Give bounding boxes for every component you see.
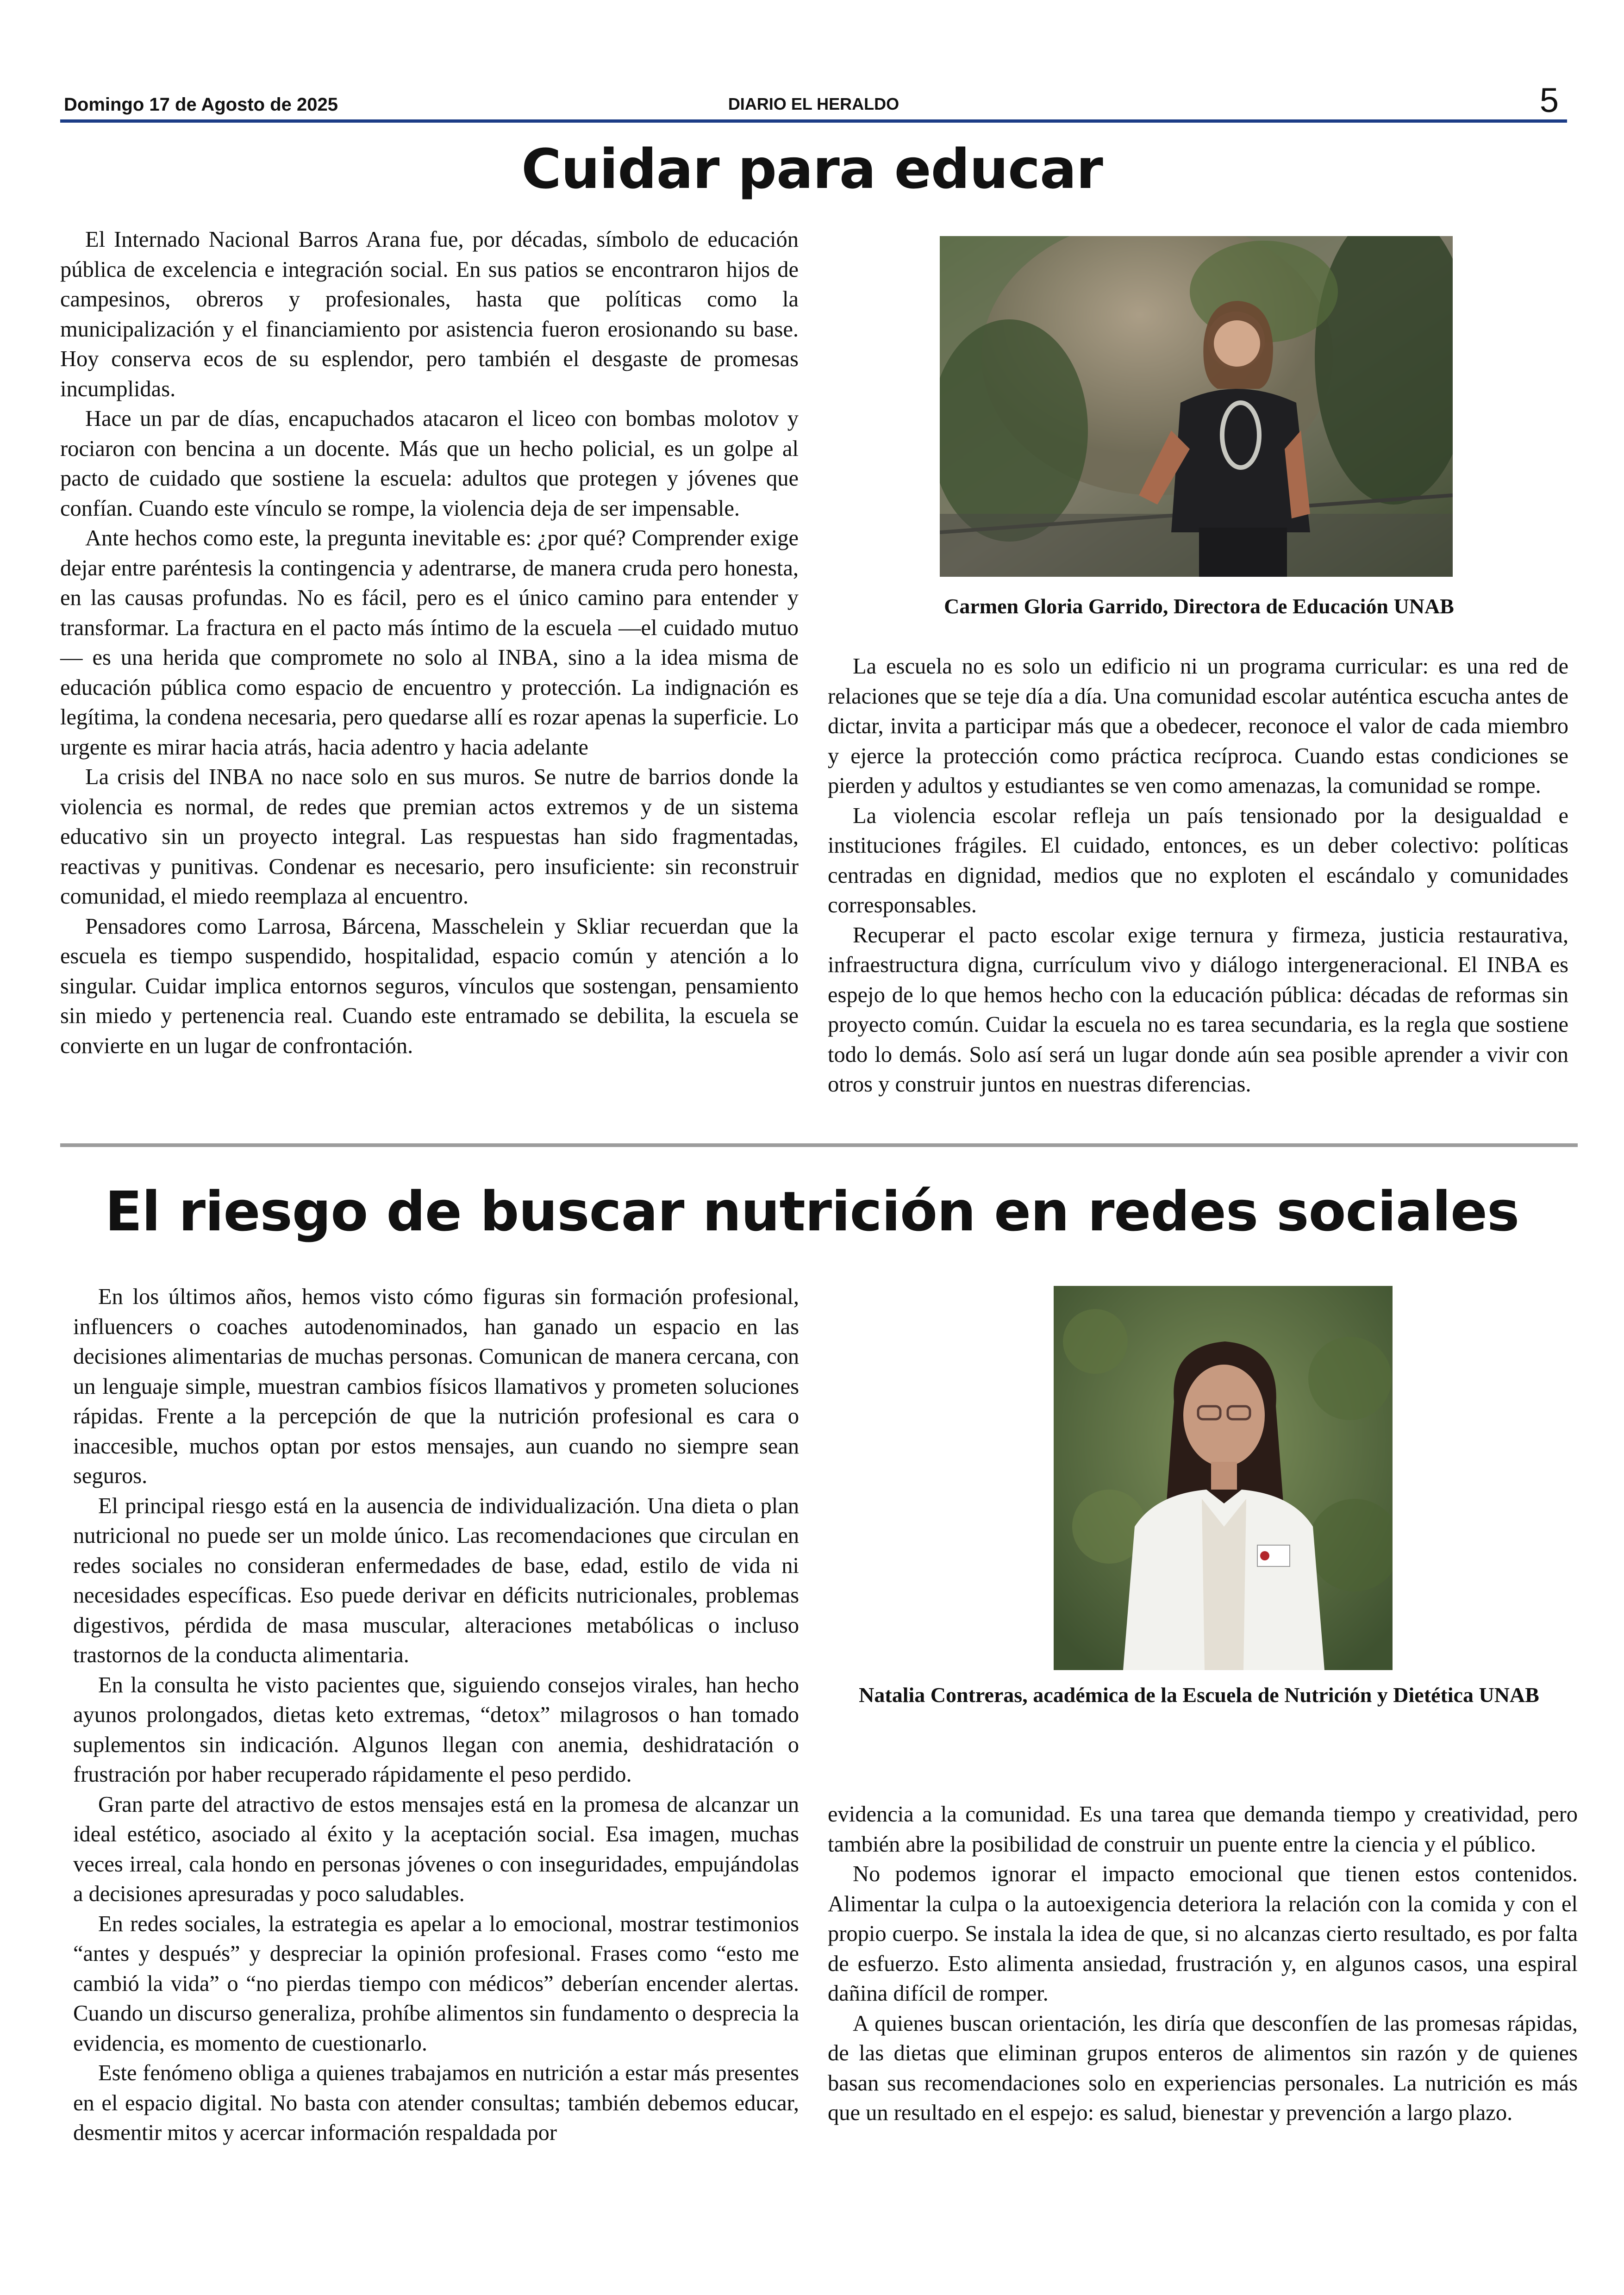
article-1-paragraph: El Internado Nacional Barros Arana fue, por décadas, símbolo de educación pública de excelencia e integración social. En sus patios se encontraron hijos de campesinos, obreros y profesionales, hasta que políticas como la municipalización y el financiamiento por asistencia fueron erosionando su base. Hoy conserva ecos de su esplendor, pero también el desgaste de promesas incumplidas. bbox=[60, 227, 799, 401]
article-2-paragraph: Gran parte del atractivo de estos mensajes está en la promesa de alcanzar un ideal estético, asociado al éxito y la aceptación social. Esa imagen, muchas veces irreal, cala hondo en personas jóvenes o con inseguridades, empujándolas a decisiones apresuradas y poco saludables. bbox=[73, 1792, 799, 1906]
article-1-paragraph: La crisis del INBA no nace solo en sus muros. Se nutre de barrios donde la violencia es normal, de redes que premian actos extremos y de un sistema educativo sin un proyecto integral. Las respuestas han sido fragmentadas, reactivas y punitivas. Condenar es necesario, pero insuficiente: sin reconstruir comunidad, el miedo reemplaza al encuentro. bbox=[60, 765, 799, 909]
article-2-paragraph: Este fenómeno obliga a quienes trabajamos en nutrición a estar más presentes en el espacio digital. No basta con atender consultas; también debemos educar, desmentir mitos y acercar información respaldada por bbox=[73, 2061, 799, 2145]
article-1-paragraph: Recuperar el pacto escolar exige ternura y firmeza, justicia restaurativa, infraestructura digna, currículum vivo y diálogo intergeneracional. El INBA es espejo de lo que hemos hecho con la educación pública: décadas de reformas sin proyecto común. Cuidar la escuela no es tarea secundaria, es la regla que sostiene todo lo demás. Solo así será un lugar donde aún sea posible aprender a vivir con otros y construir juntos en nuestras diferencias. bbox=[828, 923, 1568, 1097]
article-2-paragraph: No podemos ignorar el impacto emocional que tienen estos contenidos. Alimentar la culpa o la autoexigencia deteriora la relación con la comida y con el propio cuerpo. Se instala la idea de que, si no alcanzas cierto resultado, es por falta de esfuerzo. Esto alimenta ansiedad, frustración y, en algunos casos, una espiral dañina difícil de romper. bbox=[828, 1862, 1578, 2006]
article-1-paragraph: La violencia escolar refleja un país tensionado por la desigualdad e instituciones frágiles. El cuidado, entonces, es un deber colectivo: políticas centradas en dignidad, medios que no exploten el escándalo y comunidades corresponsables. bbox=[828, 803, 1568, 917]
article-2-paragraph: El principal riesgo está en la ausencia de individualización. Una dieta o plan nutricional no puede ser un molde único. Las recomendaciones que circulan en redes sociales no consideran enfermedades de base, edad, estilo de vida ni necesidades específicas. Eso puede derivar en déficits nutricionales, problemas digestivos, pérdida de masa muscular, alteraciones metabólicas o incluso trastornos de la conducta alimentaria. bbox=[73, 1493, 799, 1667]
article-1-paragraph: Pensadores como Larrosa, Bárcena, Masschelein y Skliar recuerdan que la escuela es tiempo suspendido, hospitalidad, espacio común y atención a lo singular. Cuidar implica entornos seguros, vínculos que sostengan, pensamiento sin miedo y pertenencia real. Cuando este entramado se debilita, la escuela se convierte en un lugar de confrontación. bbox=[60, 914, 799, 1058]
article-2-paragraph-continuation: evidencia a la comunidad. Es una tarea que demanda tiempo y creatividad, pero también abre la posibilidad de construir un puente entre la ciencia y el público. bbox=[828, 1802, 1578, 1857]
article-1-headline: Cuidar para educar bbox=[521, 137, 1103, 201]
article-2-left-column bbox=[73, 1282, 799, 2148]
article-2-paragraph: A quienes buscan orientación, les diría que desconfíen de las promesas rápidas, de las dietas que eliminan grupos enteros de alimentos sin razón y de quienes basan sus recomendaciones solo en experiencias personales. La nutrición es más que un resultado en el espejo: es salud, bienestar y prevención a largo plazo. bbox=[828, 2011, 1578, 2125]
article-2-photo bbox=[1054, 1286, 1393, 1670]
article-1-photo-caption: Carmen Gloria Garrido, Directora de Educación UNAB bbox=[944, 594, 1454, 618]
header-date: Domingo 17 de Agosto de 2025 bbox=[64, 94, 338, 115]
header-page-number: 5 bbox=[1539, 81, 1559, 119]
article-2-photo-caption: Natalia Contreras, académica de la Escuela de Nutrición y Dietética UNAB bbox=[859, 1683, 1539, 1707]
article-2-right-column bbox=[828, 1800, 1578, 2128]
article-1-left-column bbox=[60, 225, 799, 1061]
article-1-right-column bbox=[828, 652, 1568, 1100]
section-divider bbox=[60, 1143, 1578, 1147]
article-2-paragraph: En redes sociales, la estrategia es apelar a lo emocional, mostrar testimonios “antes y después” y despreciar la opinión profesional. Frases como “esto me cambió la vida” o “no pierdas tiempo con médicos” deberían encender alertas. Cuando un discurso generaliza, prohíbe alimentos sin fundamento o desprecia la evidencia, es momento de cuestionarlo. bbox=[73, 1911, 799, 2056]
article-2-paragraph: En los últimos años, hemos visto cómo figuras sin formación profesional, influencers o coaches autodenominados, han ganado un espacio en las decisiones alimentarias de muchas personas. Comunican de manera cercana, con un lenguaje simple, muestran cambios físicos llamativos y prometen soluciones rápidas. Frente a la percepción de que la nutrición profesional es cara o inaccesible, muchos optan por estos mensajes, aun cuando no siempre sean seguros. bbox=[73, 1285, 799, 1488]
article-2-headline: El riesgo de buscar nutrición en redes sociales bbox=[105, 1179, 1519, 1243]
article-1-paragraph: La escuela no es solo un edificio ni un programa curricular: es una red de relaciones que se teje día a día. Una comunidad escolar auténtica escucha antes de dictar, invita a participar más que a obedecer, reconoce el valor de cada miembro y ejerce la protección como práctica recíproca. Cuando estas condiciones se pierden y adultos y estudiantes se ven como amenazas, la comunidad se rompe. bbox=[828, 654, 1568, 798]
article-1-paragraph: Hace un par de días, encapuchados atacaron el liceo con bombas molotov y rociaron con bencina a un docente. Más que un hecho policial, es un golpe al pacto de cuidado que sostiene la escuela: adultos que protegen y jóvenes que confían. Cuando este vínculo se rompe, la violencia deja de ser impensable. bbox=[60, 406, 799, 521]
article-1-paragraph: Ante hechos como este, la pregunta inevitable es: ¿por qué? Comprender exige dejar entre paréntesis la contingencia y adentrarse, de manera cruda pero honesta, en las causas profundas. No es fácil, pero es el único camino para entender y transformar. La fractura en el pacto más íntimo de la escuela —el cuidado mutuo— es una herida que compromete no solo al INBA, sino a la idea misma de educación pública como espacio de encuentro y protección. La indignación es legítima, la condena necesaria, pero quedarse allí es rozar apenas la superficie. Lo urgente es mirar hacia atrás, hacia adentro y hacia adelante bbox=[60, 526, 799, 760]
page-header bbox=[60, 82, 1567, 123]
header-newspaper-name: DIARIO EL HERALDO bbox=[728, 94, 899, 113]
article-2-paragraph: En la consulta he visto pacientes que, siguiendo consejos virales, han hecho ayunos prolongados, dietas keto extremas, “detox” milagrosos o han tomado suplementos sin indicación. Algunos llegan con anemia, deshidratación o frustración por haber recuperado rápidamente el peso perdido. bbox=[73, 1672, 799, 1787]
article-1-photo bbox=[940, 236, 1453, 577]
